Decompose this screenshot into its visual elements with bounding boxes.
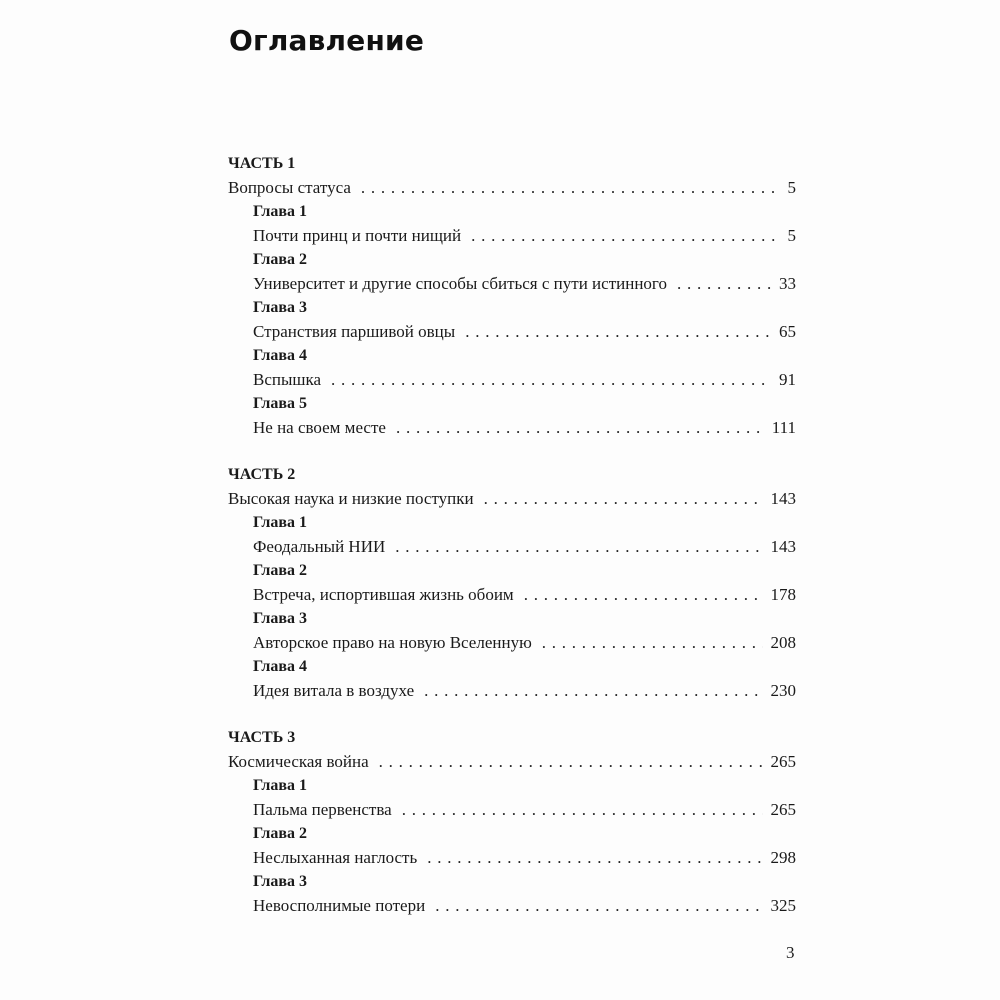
dot-leader [395, 535, 762, 559]
chapter-label: Глава 1 [253, 777, 307, 794]
part-title-entry[interactable] [228, 176, 796, 200]
chapter-label: Глава 2 [253, 562, 307, 579]
chapter-title: Не на своем месте [253, 418, 386, 437]
page-number: 5 [787, 178, 796, 197]
chapter-entry[interactable] [228, 846, 796, 870]
chapter-entry[interactable] [228, 224, 796, 248]
chapter-entry[interactable] [228, 631, 796, 655]
chapter-entry[interactable] [228, 798, 796, 822]
chapter-label: Глава 3 [253, 299, 307, 316]
page-number: 178 [770, 585, 796, 604]
page-number: 111 [771, 418, 796, 437]
chapter-title: Идея витала в воздухе [253, 681, 415, 700]
chapter-label: Глава 2 [253, 251, 307, 268]
chapter-title: Университет и другие способы сбиться с пути истинного [253, 274, 667, 293]
page-number: 265 [770, 800, 796, 819]
chapter-entry[interactable] [228, 679, 796, 703]
part-title: Вопросы статуса [228, 178, 351, 197]
dot-leader [435, 894, 762, 918]
part-2 [228, 463, 796, 703]
dot-leader [424, 679, 762, 703]
chapter-entry[interactable] [228, 416, 796, 440]
page-number: 325 [770, 896, 796, 915]
chapter-title: Неслыханная наглость [253, 848, 418, 867]
chapter-label: Глава 4 [253, 347, 307, 364]
page-title: Оглавление [229, 24, 425, 57]
part-title: Космическая война [228, 752, 369, 771]
page-number: 298 [770, 848, 796, 867]
part-label: ЧАСТЬ 1 [228, 155, 296, 172]
page-number: 5 [787, 226, 796, 245]
chapter-label: Глава 2 [253, 825, 307, 842]
dot-leader [379, 750, 763, 774]
part-3 [228, 726, 796, 918]
page-number: 143 [770, 537, 796, 556]
dot-leader [677, 272, 771, 296]
chapter-label: Глава 1 [253, 514, 307, 531]
dot-leader [465, 320, 771, 344]
dot-leader [361, 176, 780, 200]
page-folio: 3 [786, 943, 795, 962]
chapter-entry[interactable] [228, 320, 796, 344]
page-number: 33 [779, 274, 796, 293]
part-1 [228, 152, 796, 440]
chapter-entry[interactable] [228, 272, 796, 296]
chapter-label: Глава 3 [253, 610, 307, 627]
dot-leader [524, 583, 763, 607]
chapter-entry[interactable] [228, 368, 796, 392]
dot-leader [542, 631, 763, 655]
chapter-label: Глава 1 [253, 203, 307, 220]
chapter-title: Странствия паршивой овцы [253, 322, 456, 341]
page-number: 65 [779, 322, 796, 341]
part-title-entry[interactable] [228, 750, 796, 774]
page-number: 230 [770, 681, 796, 700]
dot-leader [396, 416, 764, 440]
chapter-label: Глава 4 [253, 658, 307, 675]
chapter-title: Пальма первенства [253, 800, 392, 819]
chapter-title: Почти принц и почти нищий [253, 226, 462, 245]
part-title-entry[interactable] [228, 487, 796, 511]
page-number: 143 [770, 489, 796, 508]
chapter-entry[interactable] [228, 535, 796, 559]
chapter-entry[interactable] [228, 583, 796, 607]
chapter-title: Вспышка [253, 370, 322, 389]
page-number: 208 [770, 633, 796, 652]
chapter-label: Глава 5 [253, 395, 307, 412]
page-number: 265 [770, 752, 796, 771]
chapter-label: Глава 3 [253, 873, 307, 890]
part-title: Высокая наука и низкие поступки [228, 489, 474, 508]
part-label: ЧАСТЬ 3 [228, 729, 296, 746]
chapter-entry[interactable] [228, 894, 796, 918]
page-number: 91 [779, 370, 796, 389]
dot-leader [331, 368, 771, 392]
chapter-title: Встреча, испортившая жизнь обоим [253, 585, 514, 604]
part-label: ЧАСТЬ 2 [228, 466, 296, 483]
dot-leader [427, 846, 762, 870]
chapter-title: Авторское право на новую Вселенную [253, 633, 532, 652]
dot-leader [402, 798, 763, 822]
dot-leader [484, 487, 763, 511]
dot-leader [471, 224, 779, 248]
table-of-contents [228, 152, 796, 941]
chapter-title: Невосполнимые потери [253, 896, 426, 915]
chapter-title: Феодальный НИИ [253, 537, 386, 556]
